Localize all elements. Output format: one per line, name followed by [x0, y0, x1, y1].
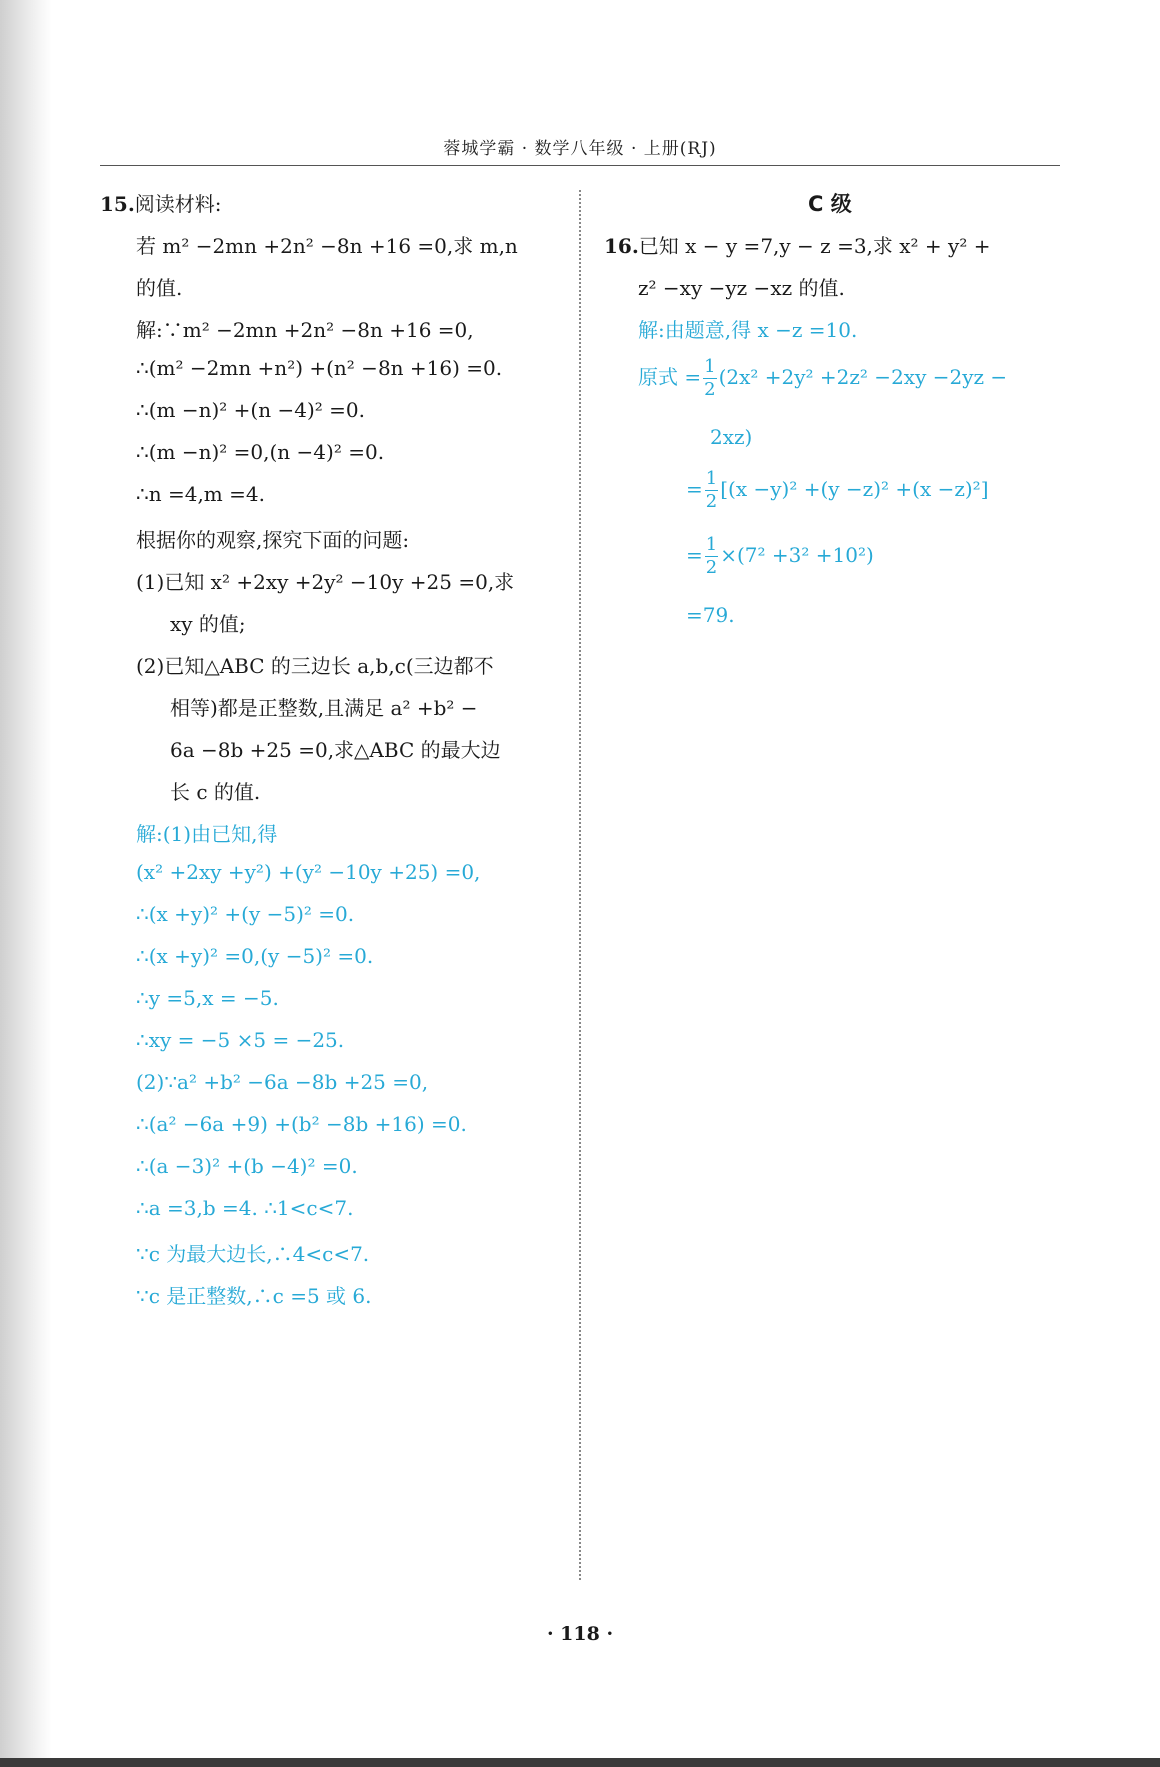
answer-line: ∴xy = −5 ×5 = −25.	[136, 1028, 345, 1052]
fraction-numerator: 1	[705, 468, 718, 489]
part1-line: xy 的值;	[170, 612, 246, 636]
answer-line: (x² +2xy +y²) +(y² −10y +25) =0,	[136, 860, 481, 884]
answer-line: 2xz)	[710, 425, 753, 449]
answer-line: ∵c 为最大边长,∴4<c<7.	[136, 1242, 370, 1266]
part2-line: 相等)都是正整数,且满足 a² +b² −	[170, 696, 478, 720]
answer-line: = $\frac{1}{2}$ [(x −y)² +(y −z)² +(x −z)²]	[686, 468, 989, 512]
page-edge-shadow	[0, 0, 52, 1767]
answer-line	[638, 358, 1007, 399]
answer-expression: [(x −y)² +(y −z)² +(x −z)²]	[720, 477, 989, 501]
fraction-one-half	[705, 536, 718, 577]
fraction-denominator: 2	[705, 557, 718, 578]
header-rule	[100, 165, 1060, 166]
answer-line: 解:由题意,得 x −z =10.	[638, 318, 858, 342]
question-intro: 阅读材料:	[134, 192, 222, 216]
answer-prefix: 原式 =	[638, 365, 702, 389]
question-number: 15.	[100, 192, 135, 216]
fraction-denominator: 2	[705, 491, 718, 512]
material-line: ∴n =4,m =4.	[136, 482, 265, 506]
answer-expression: (2x² +2y² +2z² −2xy −2yz −	[718, 365, 1008, 389]
material-line: ∴(m² −2mn +n²) +(n² −8n +16) =0.	[136, 356, 503, 380]
level-heading: C 级	[808, 192, 852, 216]
material-line: 的值.	[136, 276, 183, 300]
part1-line: (1)已知 x² +2xy +2y² −10y +25 =0,求	[136, 570, 515, 594]
answer-line: ∴(x +y)² =0,(y −5)² =0.	[136, 944, 374, 968]
part2-line: 长 c 的值.	[170, 780, 261, 804]
question-16-text: 已知 x − y =7,y − z =3,求 x² + y² +	[638, 234, 991, 258]
answer-line: ∴a =3,b =4. ∴1<c<7.	[136, 1196, 354, 1220]
material-line: ∴(m −n)² =0,(n −4)² =0.	[136, 440, 385, 464]
material-line: 根据你的观察,探究下面的问题:	[136, 528, 410, 552]
page-number: · 118 ·	[546, 1623, 614, 1645]
answer-line: ∴(a² −6a +9) +(b² −8b +16) =0.	[136, 1112, 467, 1136]
material-line: 解:∵m² −2mn +2n² −8n +16 =0,	[136, 318, 474, 342]
fraction-one-half	[705, 470, 718, 511]
question-number: 16.	[604, 234, 639, 258]
fraction-denominator: 2	[704, 379, 716, 400]
part2-line: (2)已知△ABC 的三边长 a,b,c(三边都不	[136, 654, 494, 678]
material-line: 若 m² −2mn +2n² −8n +16 =0,求 m,n	[136, 234, 518, 258]
material-line: ∴(m −n)² +(n −4)² =0.	[136, 398, 365, 422]
fraction-numerator: 1	[705, 534, 718, 555]
part2-line: 6a −8b +25 =0,求△ABC 的最大边	[170, 738, 501, 762]
answer-line: = $\frac{1}{2}$ ×(7² +3² +10²)	[686, 534, 874, 578]
question-16-line: z² −xy −yz −xz 的值.	[638, 276, 845, 300]
answer-expression: ×(7² +3² +10²)	[720, 543, 874, 567]
answer-line: 解:(1)由已知,得	[136, 822, 278, 846]
column-divider	[579, 190, 581, 1580]
answer-line: ∴y =5,x = −5.	[136, 986, 279, 1010]
answer-line: (2)∵a² +b² −6a −8b +25 =0,	[136, 1070, 429, 1094]
answer-line: ∵c 是正整数,∴c =5 或 6.	[136, 1284, 372, 1308]
answer-line: ∴(a −3)² +(b −4)² =0.	[136, 1154, 358, 1178]
answer-line: =79.	[686, 603, 735, 627]
page-header: 蓉城学霸 · 数学八年级 · 上册(RJ)	[443, 139, 717, 159]
question-15-heading	[100, 188, 222, 217]
fraction-numerator: 1	[704, 356, 716, 377]
answer-line: ∴(x +y)² +(y −5)² =0.	[136, 902, 355, 926]
fraction-one-half	[703, 358, 716, 399]
bottom-border	[0, 1758, 1160, 1767]
question-16-line	[604, 230, 990, 259]
